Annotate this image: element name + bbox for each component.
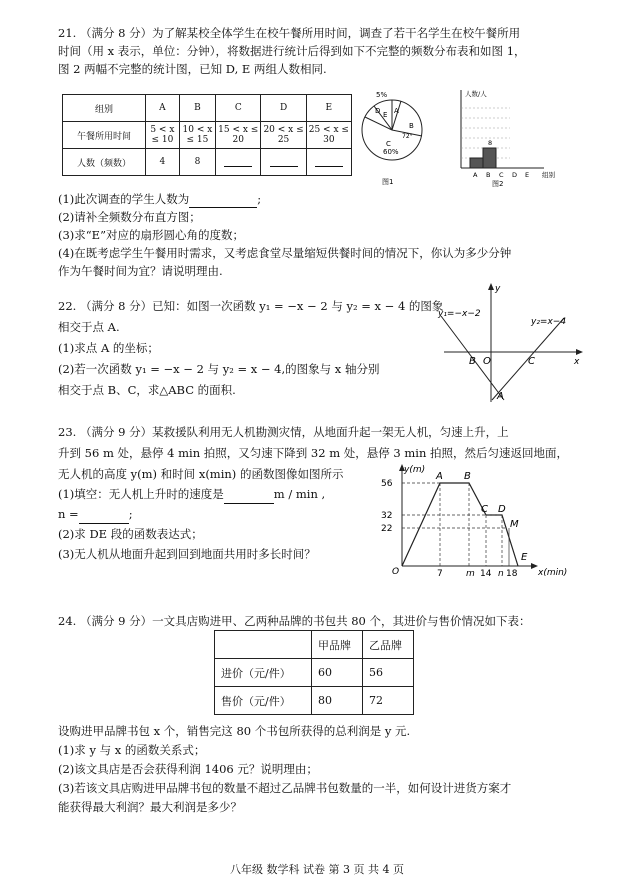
q21-intro (58, 24, 526, 78)
q23-line-2: 升到 56 m 处，悬停 4 min 拍照，又匀速下降到 32 m 处，悬停 3 min 拍照，然后匀速返回地面， (58, 446, 569, 460)
point-m: M (510, 519, 519, 530)
cell: 20 < x ≤ 25 (261, 122, 306, 149)
x-arrow (576, 349, 583, 355)
x-arrow (531, 563, 538, 569)
blank-cell (306, 149, 351, 176)
pie-angle: 72° (402, 133, 413, 140)
q22-line-2: 相交于点 A. (58, 320, 120, 334)
y-label: y (495, 284, 501, 294)
ytick-22: 22 (381, 524, 393, 534)
q21-line-1: 21. （满分 8 分）为了解某校全体学生在校午餐所用时间，调查了若干名学生在校午餐所用 (58, 26, 521, 40)
bar-a (470, 158, 483, 168)
pie-label-b: B (409, 122, 414, 130)
q24-line-1: 设购进甲品牌书包 x 个，销售完这 80 个书包所获得的总利润是 y 元. (58, 724, 411, 738)
blank-cell (261, 149, 306, 176)
cell: D (261, 95, 306, 122)
bar-cat-b: B (486, 171, 491, 179)
xtick-7: 7 (437, 569, 443, 578)
q24-line-5: 能获得最大利润？最大利润是多少？ (58, 800, 242, 814)
cell (215, 631, 312, 659)
point-a: A (436, 471, 443, 482)
q24-intro: 24. （满分 9 分）一文具店购进甲、乙两种品牌的书包共 80 个，其进价与售价情况如下表： (58, 614, 531, 628)
q23-line-3: 无人机的高度 y(m) 和时间 x(min) 的函数图像如图所示 (58, 467, 344, 481)
pie-label-d: D (375, 107, 381, 115)
q21-line-2: 时间（用 x 表示，单位：分钟），将数据进行统计后得到如下不完整的频数分布表和如图 1， (58, 44, 526, 58)
q23-part-2: (2)求 DE 段的函数表达式； (58, 527, 203, 541)
q24-price-table (214, 630, 414, 715)
q23-line-1: 23. （满分 9 分）某救援队利用无人机勘测灾情，从地面升起一架无人机，匀速上升，上 (58, 425, 509, 439)
cell: 60 (312, 659, 363, 687)
x-label: x (574, 357, 580, 367)
punct: ; (257, 192, 262, 206)
point-e: E (521, 552, 528, 563)
pie-radius (365, 117, 392, 130)
cell: 进价（元/件） (215, 659, 312, 687)
q24-line-4: (3)若该文具店购进甲品牌书包的数量不超过乙品牌书包数量的一半，如何设计进货方案才 (58, 781, 512, 795)
page-footer: 八年级 数学科 试卷 第 3 页 共 4 页 (230, 863, 404, 876)
q21-part-4: (4)在既考虑学生午餐用时需求，又考虑食堂尽量缩短供餐时间的情况下，你认为多少分钟 (58, 246, 512, 260)
cell: 10 < x ≤ 15 (179, 122, 215, 149)
point-c: C (481, 504, 488, 515)
bar-xlabel: 组别 (542, 171, 555, 179)
bar-cat-e: E (525, 171, 530, 179)
q21-parts (58, 190, 511, 280)
bar-b (483, 148, 496, 168)
q21-frequency-table (62, 94, 352, 176)
pie-label-a: A (394, 107, 399, 115)
cell: 8 (179, 149, 215, 176)
q22-line-5: 相交于点 B、C，求△ABC 的面积. (58, 383, 236, 397)
point-c: C (528, 356, 535, 367)
cell: B (179, 95, 215, 122)
pie-caption: 图1 (382, 178, 394, 186)
q21-bar-chart (448, 86, 566, 190)
cell: 56 (363, 659, 414, 687)
q23-part-1-text: (1)填空：无人机上升时的速度是 (58, 487, 224, 501)
bar-b-value: 8 (488, 139, 493, 147)
pie-label-e: E (383, 111, 388, 119)
cell: 组别 (63, 95, 146, 122)
q24-line-3: (2)该文具店是否会获得利润 1406 元？说明理由； (58, 762, 318, 776)
pie-pct-c: 60% (383, 148, 399, 156)
cell: C (216, 95, 261, 122)
cell: 人数（频数） (63, 149, 146, 176)
label-y2: y₂=x−4 (531, 317, 567, 327)
cell: 甲品牌 (312, 631, 363, 659)
y-arrow (488, 283, 494, 290)
cell: 4 (146, 149, 180, 176)
cell: 5 < x ≤ 10 (146, 122, 180, 149)
y-axis-label: y(m) (404, 465, 426, 475)
origin-label: O (392, 567, 400, 577)
q22-line-1: 22. （满分 8 分）已知：如图一次函数 y₁ = −x − 2 与 y₂ = x − 4 的图象 (58, 299, 444, 313)
bar-caption: 图2 (492, 180, 504, 188)
bar-ylabel: 人数/人 (465, 90, 487, 98)
point-b: B (469, 356, 476, 367)
q23-parts (58, 484, 325, 564)
pie-label-c: C (386, 140, 391, 148)
cell: 25 < x ≤ 30 (306, 122, 351, 149)
cell: A (146, 95, 180, 122)
bar-cat-d: D (512, 171, 518, 179)
cell: E (306, 95, 351, 122)
bar-cat-c: C (499, 171, 504, 179)
blank-cell (216, 149, 261, 176)
q21-line-3: 图 2 两幅不完整的统计图，已知 D, E 两组人数相同. (58, 62, 327, 76)
ytick-32: 32 (381, 511, 393, 521)
q21-part-2: (2)请补全频数分布直方图； (58, 210, 201, 224)
point-d: D (498, 504, 506, 515)
cell: 午餐所用时间 (63, 122, 146, 149)
q21-part-1 (58, 190, 511, 208)
xtick-14: 14 (480, 569, 492, 578)
q22-text (58, 296, 443, 401)
q22-line-4: (2)若一次函数 y₁ = −x − 2 与 y₂ = x − 4,的图象与 x 轴分别 (58, 362, 380, 376)
cell: 72 (363, 687, 414, 715)
q23-part-1 (58, 484, 325, 504)
q21-part-1-text: (1)此次调查的学生人数为 (58, 192, 190, 206)
q23-n-text: n = (58, 507, 79, 521)
cell: 售价（元/件） (215, 687, 312, 715)
xtick-m: m (466, 569, 475, 578)
ytick-56: 56 (381, 479, 393, 489)
point-a: A (497, 391, 504, 402)
point-b: B (464, 471, 471, 482)
answer-blank (224, 503, 274, 504)
q23-unit: m / min , (273, 487, 326, 501)
xtick-n: n (498, 569, 504, 578)
flight-path (402, 483, 518, 566)
q21-part-3: (3)求“E”对应的扇形圆心角的度数； (58, 228, 244, 242)
bar-cat-a: A (473, 171, 478, 179)
xtick-18: 18 (506, 569, 518, 578)
label-y1: y₁=−x−2 (438, 309, 481, 319)
q21-pie-chart (352, 86, 438, 190)
q22-line-3: (1)求点 A 的坐标； (58, 341, 159, 355)
q24-line-2: (1)求 y 与 x 的函数关系式； (58, 743, 206, 757)
origin-label: O (483, 356, 491, 367)
cell: 乙品牌 (363, 631, 414, 659)
pie-pct-a: 5% (376, 91, 388, 99)
pie-radius (392, 101, 401, 130)
cell: 15 < x ≤ 20 (216, 122, 261, 149)
q22-graph (436, 280, 586, 406)
punct: ; (128, 507, 133, 521)
q23-graph (374, 462, 574, 578)
guide-lines (402, 483, 506, 566)
q23-part-3: (3)无人机从地面升起到回到地面共用时多长时间？ (58, 547, 316, 561)
x-axis-label: x(min) (538, 568, 568, 578)
q23-part-1n (58, 504, 325, 524)
cell: 80 (312, 687, 363, 715)
q24-parts (58, 722, 511, 817)
q21-part-4b: 作为午餐时间为宜？请说明理由. (58, 264, 223, 278)
